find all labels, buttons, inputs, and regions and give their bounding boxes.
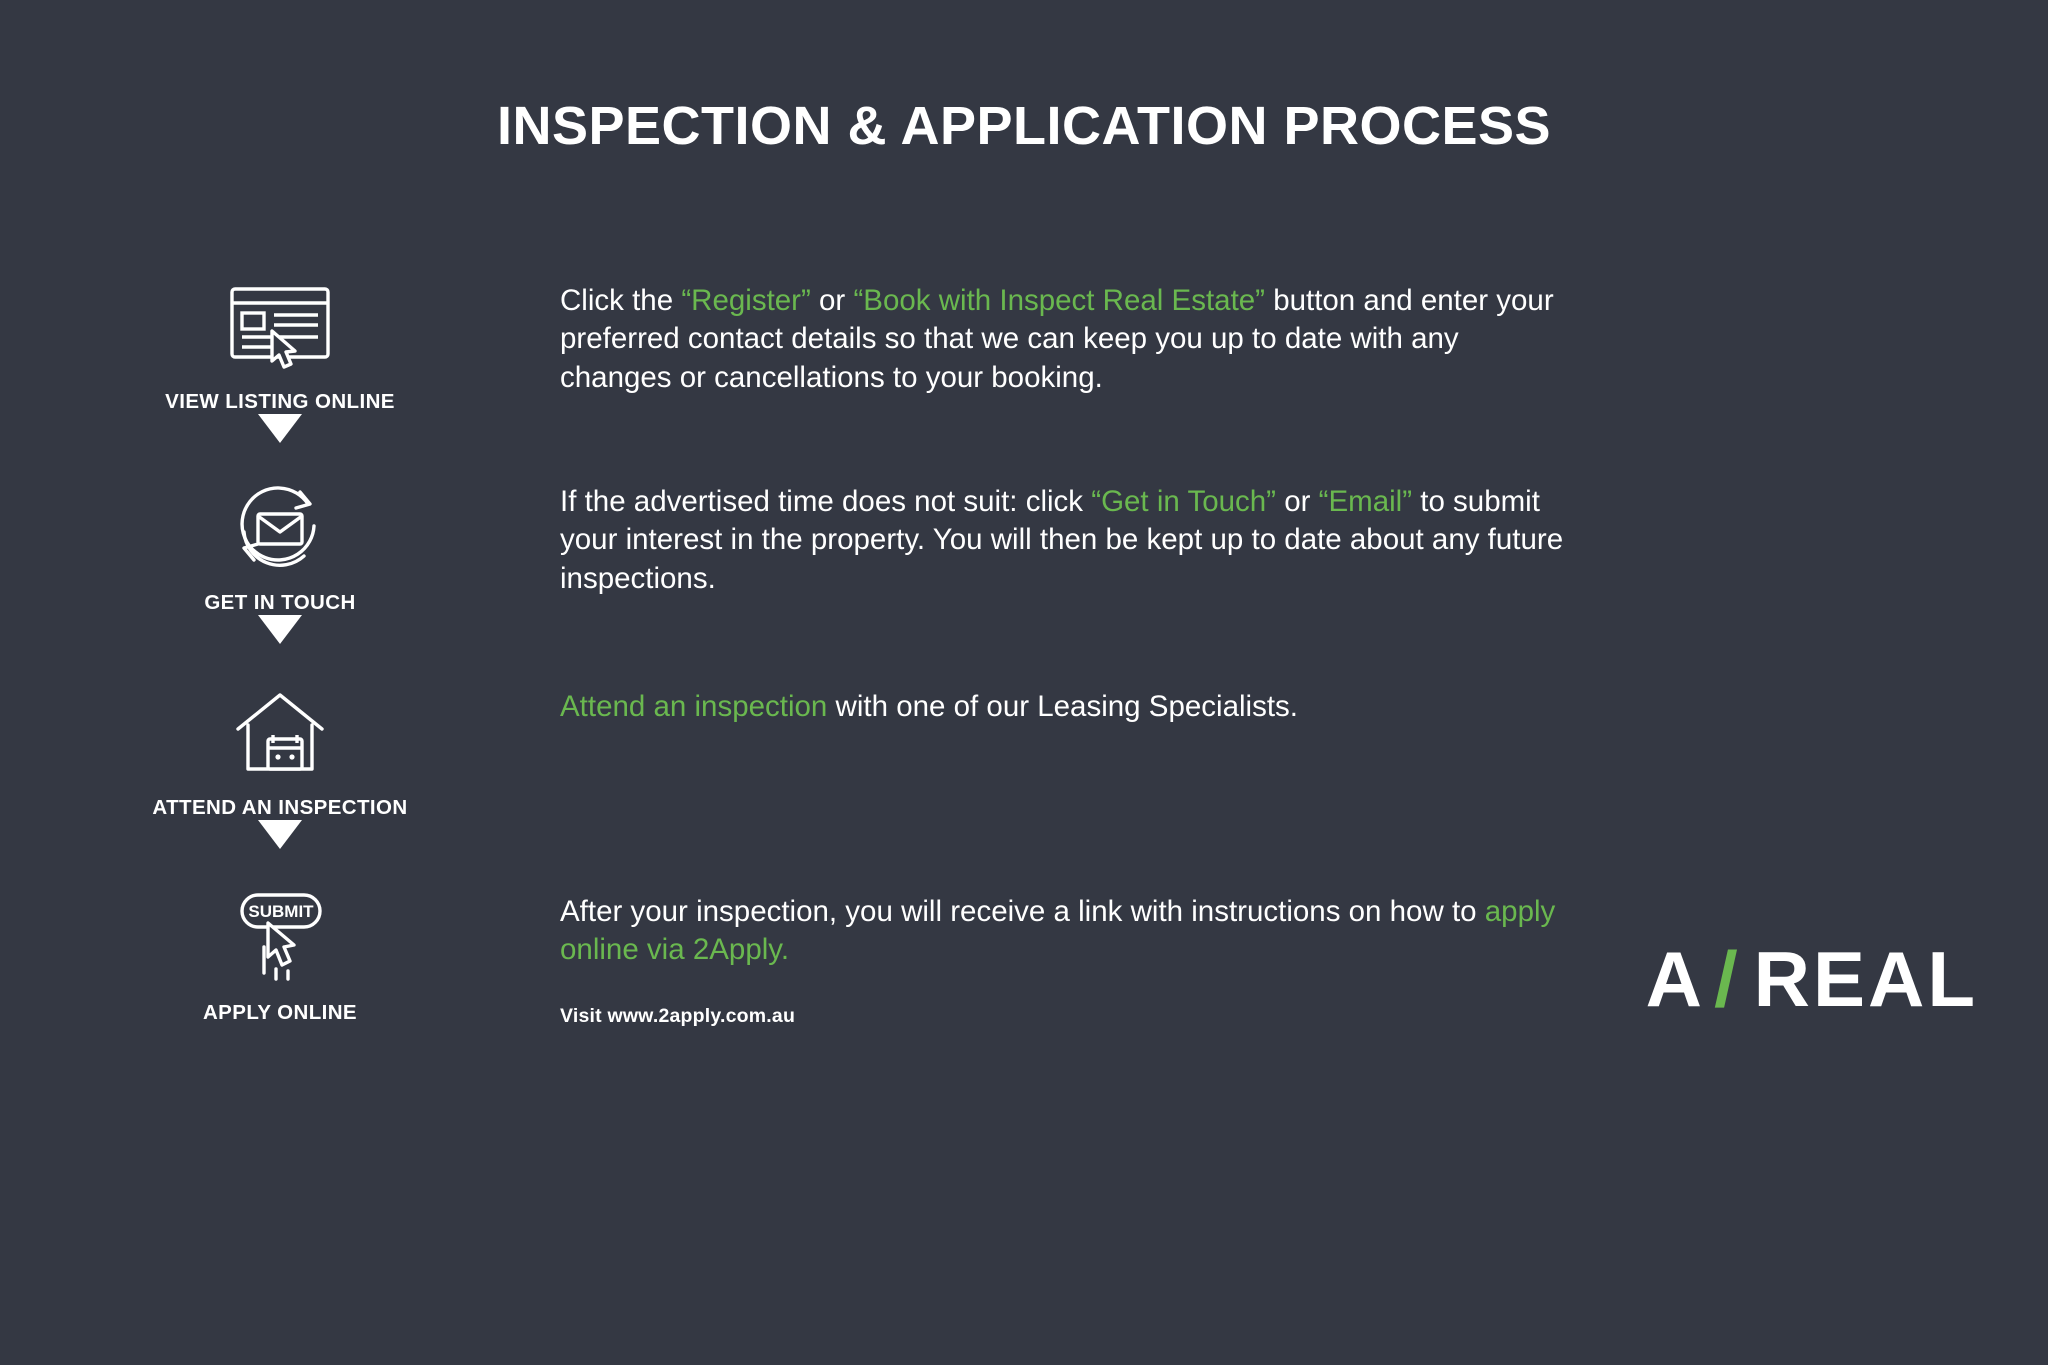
step-1-text-part-5: button and enter your preferred contact details so that we can keep you up to date with any changes or cancellations to your booking.	[560, 284, 1554, 394]
step-4-icon-column	[0, 889, 560, 1025]
step-2-text-part-2: “Get in Touch”	[1091, 485, 1276, 518]
logo-word-real: REAL	[1753, 935, 1978, 1023]
step-4-text	[560, 889, 1570, 1029]
logo-letter-a: A	[1645, 935, 1705, 1023]
step-arrow-1	[0, 414, 560, 443]
submit-button-cursor-icon	[215, 889, 345, 985]
envelope-refresh-icon	[215, 479, 345, 575]
process-steps	[0, 278, 2048, 1029]
step-3-text-part-1: Attend an inspection	[560, 690, 828, 723]
arrow-down-icon	[258, 615, 302, 644]
step-4-label: APPLY ONLINE	[202, 1001, 358, 1024]
step-1-text-part-1: Click the	[560, 284, 682, 317]
house-calendar-icon	[215, 684, 345, 780]
svg-text:SUBMIT: SUBMIT	[248, 902, 314, 921]
step-2-icon-column	[0, 479, 560, 615]
process-step-view-listing-online	[0, 278, 2048, 414]
step-1-text-part-2: “Register”	[681, 284, 811, 317]
step-1-text	[560, 278, 1570, 397]
step-1-text-part-4: “Book with Inspect Real Estate”	[853, 284, 1265, 317]
logo-slash-icon: /	[1713, 935, 1742, 1023]
step-2-text-part-3: or	[1276, 485, 1319, 518]
step-2-text-part-4: “Email”	[1318, 485, 1413, 518]
step-4-text-part-1: After your inspection, you will receive a link with instructions on how to	[560, 895, 1485, 928]
step-3-icon-column	[0, 684, 560, 820]
visit-url-note: Visit www.2apply.com.au	[560, 1004, 796, 1027]
step-1-text-part-3: or	[810, 284, 854, 317]
step-3-text-part-2: with one of our Leasing Specialists.	[827, 690, 1298, 723]
page-title: INSPECTION & APPLICATION PROCESS	[496, 96, 1552, 156]
step-2-text-part-1: If the advertised time does not suit: click	[560, 485, 1092, 518]
step-1-icon-column	[0, 278, 560, 414]
step-arrow-3	[0, 820, 560, 849]
brand-logo	[1646, 934, 1978, 1025]
listing-window-cursor-icon	[215, 278, 345, 374]
arrow-down-icon	[258, 820, 302, 849]
step-3-text	[560, 684, 1298, 726]
process-step-get-in-touch	[0, 479, 2048, 615]
process-step-attend-an-inspection	[0, 684, 2048, 820]
step-2-label: GET IN TOUCH	[204, 591, 356, 614]
step-1-label: VIEW LISTING ONLINE	[165, 390, 395, 413]
step-2-text-part-5: to submit your interest in the property. You will then be kept up to date about any future inspections.	[560, 485, 1564, 595]
step-4-text-part-2: apply online via 2Apply.	[560, 895, 1556, 967]
step-3-label: ATTEND AN INSPECTION	[152, 796, 408, 819]
step-2-text	[560, 479, 1570, 598]
arrow-down-icon	[258, 414, 302, 443]
step-arrow-2	[0, 615, 560, 644]
